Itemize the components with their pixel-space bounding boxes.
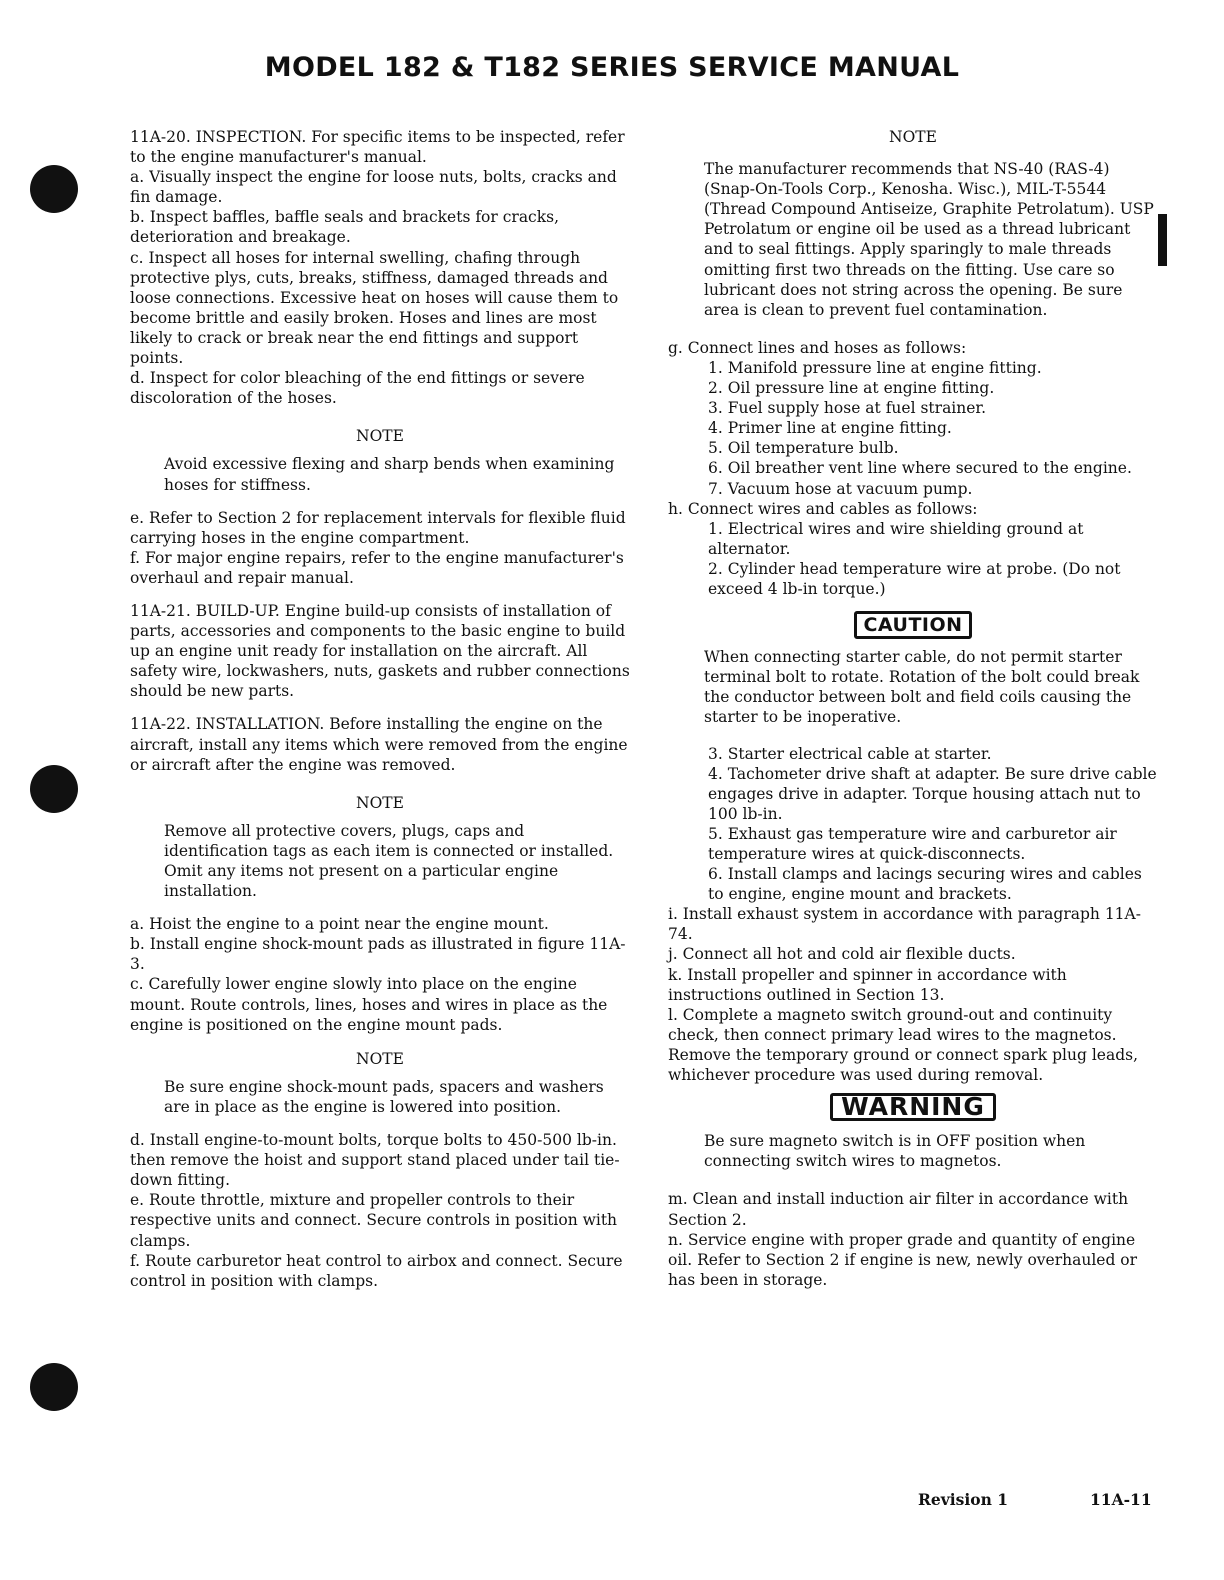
list-item: 5. Exhaust gas temperature wire and carburetor air temperature wires at quick-disconnects. — [708, 824, 1117, 863]
step-k: k. Install propeller and spinner in accordance with instructions outlined in Section 13. — [668, 965, 1067, 1004]
step-b: b. Install engine shock-mount pads as illustrated in figure 11A-3. — [130, 935, 626, 974]
para-11a-22-heading: 11A-22. INSTALLATION. Before installing the engine on the aircraft, install any items which were removed from the engine or aircraft after the engine was removed. — [130, 715, 628, 774]
step-l: l. Complete a magneto switch ground-out and continuity check, then connect primary lead wires to the magnetos. Remove the temporary ground or connect spark plug leads, whichever procedure was used during removal. — [668, 1005, 1139, 1085]
binder-hole — [30, 165, 78, 213]
step-h: h. Connect wires and cables as follows: — [668, 499, 978, 518]
warning-text: Be sure magneto switch is in OFF position when connecting switch wires to magnetos. — [704, 1132, 1086, 1171]
step-g: g. Connect lines and hoses as follows: — [668, 338, 967, 357]
left-column — [130, 127, 630, 1291]
page-title: MODEL 182 & T182 SERIES SERVICE MANUAL — [264, 52, 960, 83]
list-item: 2. Cylinder head temperature wire at probe. (Do not exceed 4 lb-in torque.) — [708, 559, 1121, 598]
list-item: 7. Vacuum hose at vacuum pump. — [708, 479, 973, 498]
step-i: i. Install exhaust system in accordance with paragraph 11A-74. — [668, 905, 1141, 944]
step-d: d. Inspect for color bleaching of the end fittings or severe discoloration of the hoses. — [130, 369, 585, 408]
note-title: NOTE — [889, 128, 937, 146]
step-e: e. Route throttle, mixture and propeller controls to their respective units and connect. Secure controls in position with clamps. — [130, 1191, 618, 1250]
note-text: Avoid excessive flexing and sharp bends when examining hoses for stiffness. — [164, 455, 615, 494]
note-title: NOTE — [356, 427, 404, 446]
caution-text: When connecting starter cable, do not permit starter terminal bolt to rotate. Rotation of the bolt could break the conductor between bolt and field coils causing the starter to be inoperative. — [704, 648, 1140, 727]
step-c: c. Carefully lower engine slowly into place on the engine mount. Route controls, lines, hoses and wires in place as the engine is positioned on the engine mount pads. — [130, 975, 608, 1034]
step-d: d. Install engine-to-mount bolts, torque bolts to 450-500 lb-in. then remove the hoist and support stand placed under tail tie-down fitting. — [130, 1131, 620, 1190]
binder-hole — [30, 1363, 78, 1411]
step-b: b. Inspect baffles, baffle seals and brackets for cracks, deterioration and breakage. — [130, 208, 560, 247]
list-item: 4. Tachometer drive shaft at adapter. Be sure drive cable engages drive in adapter. Torque housing attach nut to 100 lb-in. — [708, 764, 1157, 823]
list-item: 5. Oil temperature bulb. — [708, 439, 899, 458]
right-column — [668, 127, 1158, 1290]
step-m: m. Clean and install induction air filter in accordance with Section 2. — [668, 1190, 1129, 1229]
list-item: 3. Starter electrical cable at starter. — [708, 744, 992, 763]
step-n: n. Service engine with proper grade and quantity of engine oil. Refer to Section 2 if engine is new, newly overhauled or has been in storage. — [668, 1230, 1138, 1289]
note-text: Be sure engine shock-mount pads, spacers and washers are in place as the engine is lowered into position. — [164, 1077, 604, 1116]
list-item: 2. Oil pressure line at engine fitting. — [708, 379, 995, 398]
note-text: The manufacturer recommends that NS-40 (RAS-4) (Snap-On-Tools Corp., Kenosha. Wisc.), MIL-T-5544 (Thread Compound Antiseize, Graphite Petrolatum). USP Petrolatum or engine oil be used as a thread lubricant and to seal fittings. Apply sparingly to male threads omitting first two threads on the fitting. Use care so lubricant does not string across the opening. Be sure area is clean to prevent fuel contamination. — [704, 160, 1154, 319]
page-number: 11A-11 — [1090, 1490, 1152, 1509]
binder-hole — [30, 765, 78, 813]
list-item: 6. Oil breather vent line where secured to the engine. — [708, 459, 1132, 478]
step-a: a. Visually inspect the engine for loose nuts, bolts, cracks and fin damage. — [130, 168, 617, 207]
step-e: e. Refer to Section 2 for replacement intervals for flexible fluid carrying hoses in the engine compartment. — [130, 508, 626, 547]
caution-label: CAUTION — [854, 611, 971, 639]
note-title: NOTE — [356, 1049, 404, 1068]
note-text: Remove all protective covers, plugs, caps and identification tags as each item is connected or installed. Omit any items not present on a particular engine installation. — [164, 821, 614, 901]
para-11a-20-heading: 11A-20. INSPECTION. For specific items to be inspected, refer to the engine manufacturer's manual. — [130, 128, 625, 167]
list-item: 3. Fuel supply hose at fuel strainer. — [708, 399, 987, 418]
warning-label: WARNING — [830, 1093, 996, 1121]
step-a: a. Hoist the engine to a point near the engine mount. — [130, 915, 549, 934]
step-j: j. Connect all hot and cold air flexible ducts. — [668, 945, 1016, 964]
step-f: f. For major engine repairs, refer to the engine manufacturer's overhaul and repair manual. — [130, 548, 624, 587]
list-item: 1. Electrical wires and wire shielding ground at alternator. — [708, 519, 1084, 558]
revision-label: Revision 1 — [918, 1490, 1009, 1509]
list-item: 1. Manifold pressure line at engine fitting. — [708, 358, 1042, 377]
revision-change-bar — [1158, 214, 1167, 266]
para-11a-21: 11A-21. BUILD-UP. Engine build-up consists of installation of parts, accessories and components to the basic engine to build up an engine unit ready for installation on the aircraft. All safety wire, lockwashers, nuts, gaskets and rubber connections should be new parts. — [130, 601, 630, 701]
list-item: 6. Install clamps and lacings securing wires and cables to engine, engine mount and brackets. — [708, 865, 1142, 904]
step-c: c. Inspect all hoses for internal swelling, chafing through protective plys, cuts, breaks, stiffness, damaged threads and loose connections. Excessive heat on hoses will cause them to become brittle and easily broken. Hoses and lines are most likely to crack or break near the end fittings and support points. — [130, 248, 619, 368]
list-item: 4. Primer line at engine fitting. — [708, 419, 952, 438]
note-title: NOTE — [356, 793, 404, 812]
step-f: f. Route carburetor heat control to airbox and connect. Secure control in position with clamps. — [130, 1251, 623, 1290]
